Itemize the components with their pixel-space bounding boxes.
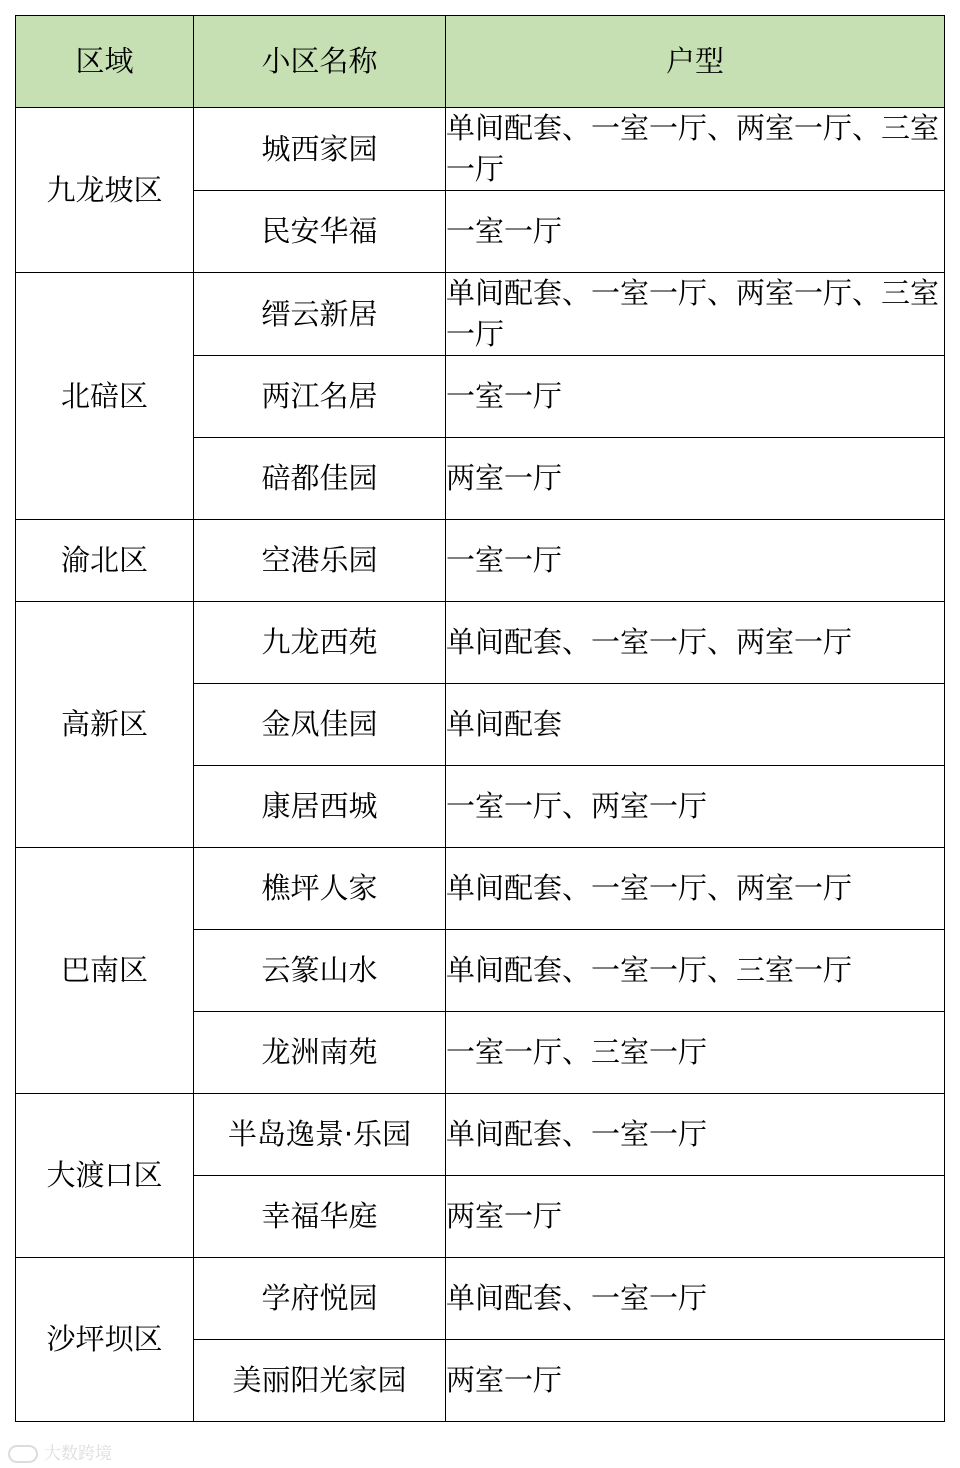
- housing-table: [15, 15, 945, 1422]
- layout-cell: 单间配套、一室一厅、两室一厅、三室一厅: [446, 273, 945, 356]
- layout-cell: 一室一厅、三室一厅: [446, 1012, 945, 1094]
- table-row: [16, 602, 945, 684]
- layout-cell: 单间配套、一室一厅: [446, 1258, 945, 1340]
- estate-cell: 学府悦园: [194, 1258, 446, 1340]
- table-row: [16, 108, 945, 191]
- table-row: [16, 1094, 945, 1176]
- layout-cell: 单间配套、一室一厅、两室一厅: [446, 848, 945, 930]
- district-cell: 巴南区: [16, 848, 194, 1094]
- layout-cell: 两室一厅: [446, 438, 945, 520]
- district-cell: 沙坪坝区: [16, 1258, 194, 1422]
- layout-cell: 单间配套、一室一厅、两室一厅: [446, 602, 945, 684]
- table-row: [16, 520, 945, 602]
- estate-cell: 碚都佳园: [194, 438, 446, 520]
- estate-cell: 云篆山水: [194, 930, 446, 1012]
- layout-cell: 一室一厅: [446, 520, 945, 602]
- layout-cell: 两室一厅: [446, 1340, 945, 1422]
- table-row: [16, 273, 945, 356]
- estate-cell: 空港乐园: [194, 520, 446, 602]
- estate-cell: 缙云新居: [194, 273, 446, 356]
- header-row: [16, 16, 945, 108]
- estate-cell: 两江名居: [194, 356, 446, 438]
- estate-cell: 半岛逸景·乐园: [194, 1094, 446, 1176]
- estate-cell: 城西家园: [194, 108, 446, 191]
- estate-cell: 民安华福: [194, 191, 446, 273]
- layout-cell: 两室一厅: [446, 1176, 945, 1258]
- layout-cell: 单间配套、一室一厅、三室一厅: [446, 930, 945, 1012]
- estate-cell: 美丽阳光家园: [194, 1340, 446, 1422]
- district-cell: 北碚区: [16, 273, 194, 520]
- district-cell: 大渡口区: [16, 1094, 194, 1258]
- watermark-text: 大数跨境: [44, 1444, 112, 1464]
- watermark-logo-icon: [8, 1445, 38, 1463]
- layout-cell: 一室一厅、两室一厅: [446, 766, 945, 848]
- layout-cell: 一室一厅: [446, 191, 945, 273]
- district-cell: 渝北区: [16, 520, 194, 602]
- table-row: [16, 1258, 945, 1340]
- header-estate: 小区名称: [194, 16, 446, 108]
- watermark: [8, 1439, 112, 1464]
- district-cell: 高新区: [16, 602, 194, 848]
- estate-cell: 龙洲南苑: [194, 1012, 446, 1094]
- header-district: 区域: [16, 16, 194, 108]
- estate-cell: 幸福华庭: [194, 1176, 446, 1258]
- layout-cell: 单间配套: [446, 684, 945, 766]
- table-body: [16, 108, 945, 1422]
- estate-cell: 九龙西苑: [194, 602, 446, 684]
- header-layout: 户型: [446, 16, 945, 108]
- estate-cell: 康居西城: [194, 766, 446, 848]
- table-row: [16, 848, 945, 930]
- estate-cell: 金凤佳园: [194, 684, 446, 766]
- estate-cell: 樵坪人家: [194, 848, 446, 930]
- layout-cell: 单间配套、一室一厅: [446, 1094, 945, 1176]
- district-cell: 九龙坡区: [16, 108, 194, 273]
- layout-cell: 单间配套、一室一厅、两室一厅、三室一厅: [446, 108, 945, 191]
- layout-cell: 一室一厅: [446, 356, 945, 438]
